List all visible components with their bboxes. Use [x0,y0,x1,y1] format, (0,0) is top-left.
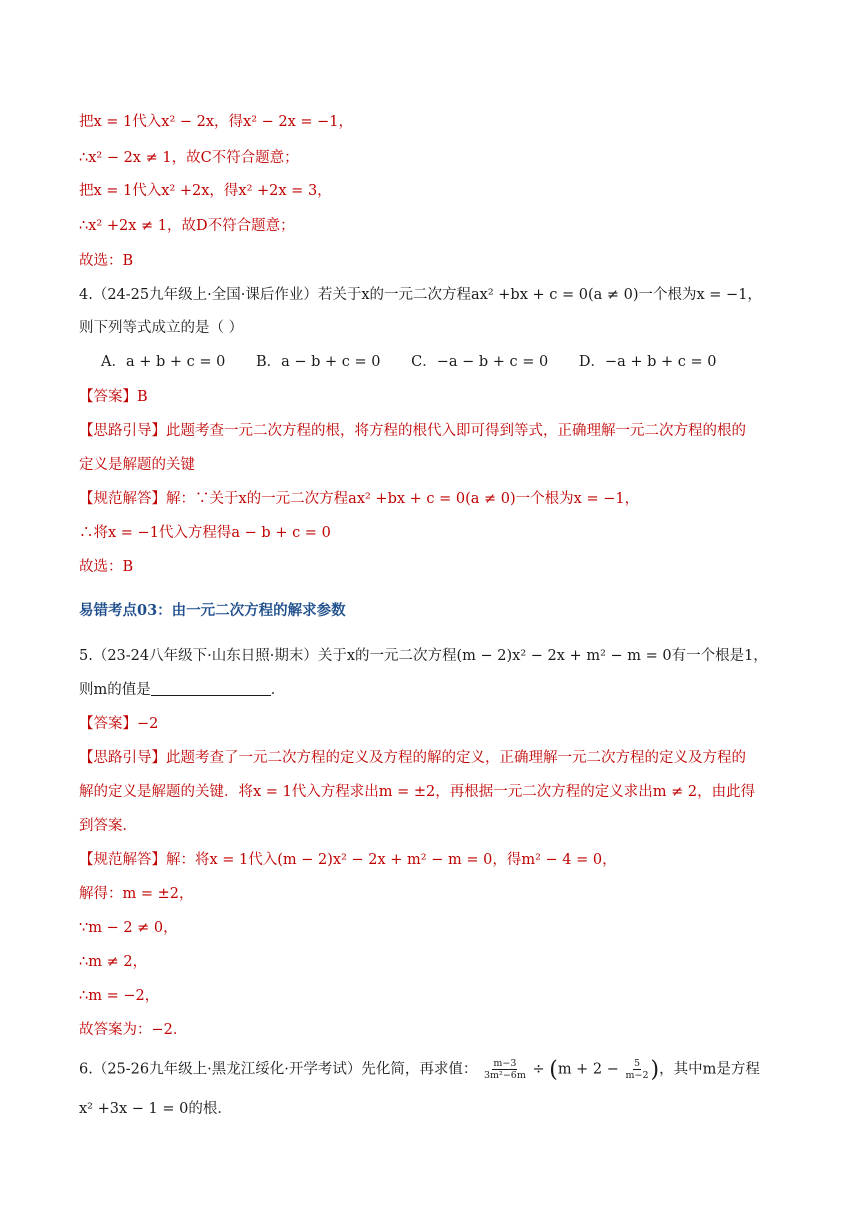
question-4-stem: 4.（24-25九年级上·全国·课后作业）若关于x的一元二次方程ax² +bx + c = 0(a ≠ 0)一个根为x = −1， [79,287,762,303]
question-5-stem: 5.（23-24八年级下·山东日照·期末）关于x的一元二次方程(m − 2)x² − 2x + m² − m = 0有一个根是1， [79,648,768,664]
solution-line: ∴将x = −1代入方程得a − b + c = 0 [79,525,331,541]
option-a: A．a + b + c = 0 [101,354,226,370]
option-d: D．−a + b + c = 0 [578,354,717,370]
hint: 【思路引导】此题考查一元二次方程的根，将方程的根代入即可得到等式，正确理解一元二次方程的根的 [79,423,746,439]
hint: 解的定义是解题的关键．将x = 1代入方程求出m = ±2，再根据一元二次方程的定义求出m ≠ 2，由此得 [79,784,756,800]
hint: 定义是解题的关键 [79,457,195,473]
question-4-options [101,352,743,372]
solution-line: 故选：B [79,559,134,575]
solution-line: 【规范解答】解：将x = 1代入(m − 2)x² − 2x + m² − m = 0，得m² − 4 = 0， [79,852,617,868]
question-4-stem: 则下列等式成立的是（ ） [79,320,244,336]
question-5-stem: 则m的值是 ． [79,682,286,698]
solution-line: 故选：B [79,253,134,269]
question-6-stem: x² +3x − 1 = 0的根． [79,1101,232,1117]
solution-line: 把x = 1代入x² +2x，得x² +2x = 3， [79,183,332,199]
option-b: B．a − b + c = 0 [255,354,381,370]
question-6-stem: 6.（25-26九年级上·黑龙江绥化·开学考试）先化简，再求值： $\frac{m-3}{\text{3m²−6m}}$ ÷ (m + 2 − $\frac{5}{m-2}$ )，其中m是方程 [79,1057,760,1083]
answer: 【答案】−2 [79,716,159,732]
solution-line: 把x = 1代入x² − 2x，得x² − 2x = −1， [79,114,354,130]
solution-line: 故答案为：−2． [79,1022,188,1038]
answer: 【答案】B [79,389,148,405]
solution-line: ∴m = −2， [79,988,160,1004]
solution-line: ∴m ≠ 2， [79,954,148,970]
solution-line: 【规范解答】解：∵关于x的一元二次方程ax² +bx + c = 0(a ≠ 0)一个根为x = −1， [79,491,640,507]
answer-blank [151,681,271,696]
section-title: 易错考点03：由一元二次方程的解求参数 [79,602,346,619]
solution-line: ∴x² +2x ≠ 1，故D不符合题意； [79,218,295,234]
solution-line: ∴x² − 2x ≠ 1，故C不符合题意； [79,150,299,166]
fraction: $\frac{m-3}{\text{3m²−6m}}$ [483,1058,526,1081]
hint: 【思路引导】此题考查了一元二次方程的定义及方程的解的定义，正确理解一元二次方程的定义及方程的 [79,750,746,766]
option-c: C．−a − b + c = 0 [411,354,549,370]
hint: 到答案． [79,818,137,834]
fraction: $\frac{5}{m-2}$ [625,1058,649,1081]
solution-line: ∵m − 2 ≠ 0， [79,920,178,936]
solution-line: 解得：m = ±2， [79,886,194,902]
